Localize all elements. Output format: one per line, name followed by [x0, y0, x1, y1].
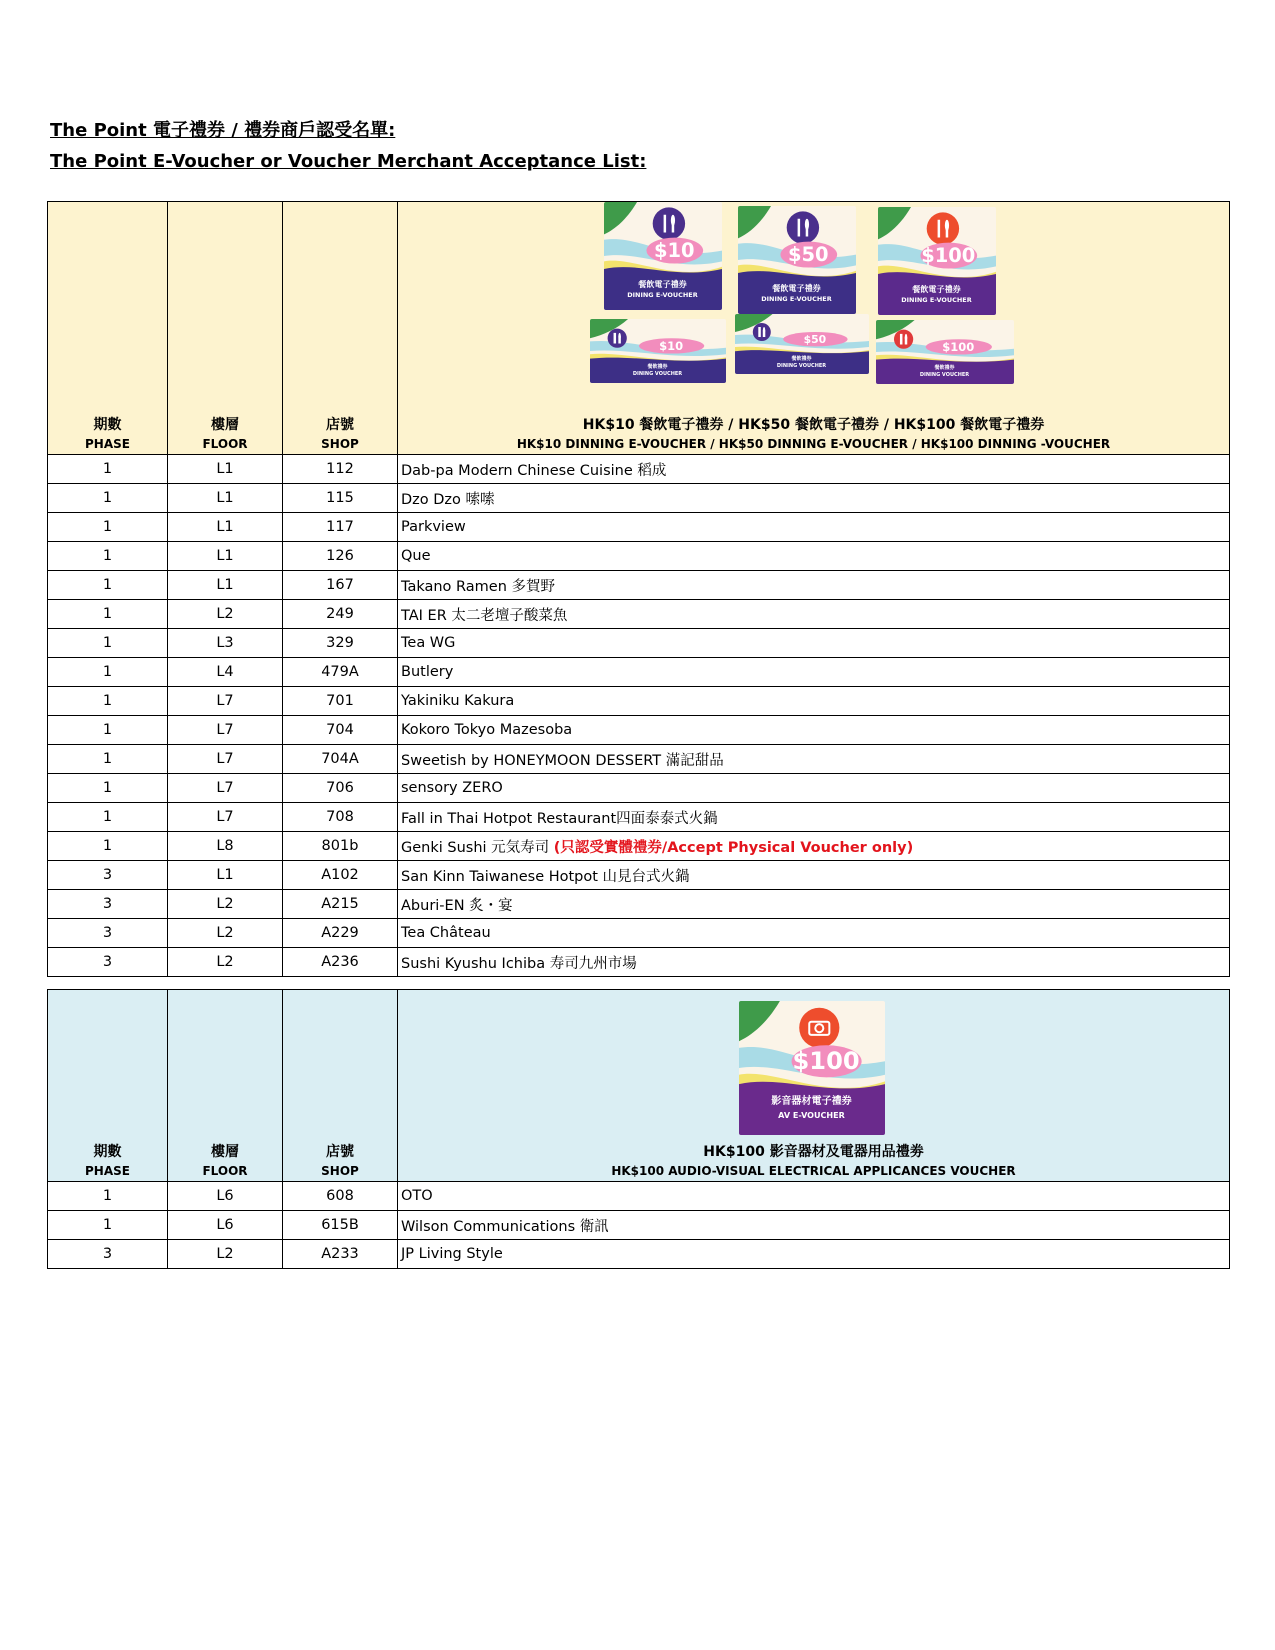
table-row: [48, 716, 1230, 745]
phase-cell: 1: [48, 1182, 168, 1211]
shop-cell: 249: [283, 600, 398, 629]
table-row: [48, 832, 1230, 861]
shop-cell: A233: [283, 1240, 398, 1269]
floor-cell: L1: [168, 571, 283, 600]
table-row: [48, 774, 1230, 803]
fork-knife-icon: [652, 207, 684, 239]
floor-cell: L1: [168, 861, 283, 890]
merchant-name: Dab-pa Modern Chinese Cuisine 稻成: [401, 462, 667, 479]
shop-cell: 117: [283, 513, 398, 542]
floor-cell: L2: [168, 948, 283, 977]
merchant-cell: [398, 600, 1230, 629]
merchant-name: Sushi Kyushu Ichiba 寿司九州市場: [401, 955, 637, 972]
merchant-cell: [398, 948, 1230, 977]
shop-cell: 329: [283, 629, 398, 658]
table-row: [48, 745, 1230, 774]
merchant-cell: [398, 513, 1230, 542]
floor-cell: L2: [168, 1240, 283, 1269]
voucher-card: [878, 207, 996, 315]
shop-cell: 706: [283, 774, 398, 803]
merchant-name: Yakiniku Kakura: [401, 693, 515, 709]
title-chinese: The Point 電子禮券 / 禮券商戶認受名單:: [50, 120, 396, 141]
floor-cell: L2: [168, 890, 283, 919]
shop-cell: 704: [283, 716, 398, 745]
merchant-name: Tea WG: [401, 635, 456, 651]
floor-cell: L7: [168, 774, 283, 803]
phase-cell: 1: [48, 1211, 168, 1240]
table-row: [48, 1182, 1230, 1211]
voucher-card: [876, 320, 1014, 384]
dining-header-en: HK$10 DINNING E-VOUCHER / HK$50 DINNING E-VOUCHER / HK$100 DINNING -VOUCHER: [516, 437, 1111, 451]
voucher-label-en: DINING VOUCHER: [776, 362, 827, 369]
shop-cell: A215: [283, 890, 398, 919]
merchant-cell: [398, 571, 1230, 600]
merchant-name: JP Living Style: [401, 1246, 503, 1262]
phase-cell: 1: [48, 600, 168, 629]
merchant-name: Aburi-EN 炙・宴: [401, 897, 513, 914]
floor-cell: L1: [168, 513, 283, 542]
table-row: [48, 513, 1230, 542]
voucher-amount: $10: [659, 338, 684, 353]
shop-cell: 479A: [283, 658, 398, 687]
phase-cell: 1: [48, 832, 168, 861]
table-row: [48, 687, 1230, 716]
merchant-cell: [398, 484, 1230, 513]
phase-cell: 1: [48, 658, 168, 687]
shop-cell: 115: [283, 484, 398, 513]
merchant-cell: [398, 803, 1230, 832]
shop-cell: A229: [283, 919, 398, 948]
voucher-amount: $100: [921, 243, 976, 267]
table-row: [48, 1211, 1230, 1240]
phase-cell: 1: [48, 774, 168, 803]
floor-cell: L7: [168, 687, 283, 716]
merchant-cell: [398, 658, 1230, 687]
floor-cell: L1: [168, 484, 283, 513]
shop-cell: 615B: [283, 1211, 398, 1240]
floor-header: 樓層 FLOOR: [168, 202, 283, 455]
merchant-cell: [398, 629, 1230, 658]
shop-cell: 126: [283, 542, 398, 571]
merchant-name: San Kinn Taiwanese Hotpot 山見台式火鍋: [401, 868, 690, 885]
physical-voucher-note: (只認受實體禮券/Accept Physical Voucher only): [553, 839, 914, 856]
voucher-amount: $10: [653, 238, 695, 262]
voucher-amount: $50: [787, 242, 829, 266]
voucher-label-zh: 餐飲電子禮券: [638, 278, 687, 289]
merchant-cell: [398, 890, 1230, 919]
av-header-zh: HK$100 影音器材及電器用品禮劵: [703, 1144, 924, 1160]
merchant-name: Kokoro Tokyo Mazesoba: [401, 722, 573, 738]
merchant-cell: [398, 687, 1230, 716]
fork-knife-icon: [926, 212, 958, 244]
merchant-name: Dzo Dzo 嗦嗦: [401, 491, 495, 508]
dining-header-row: [48, 202, 1230, 455]
voucher-label-en: DINING E-VOUCHER: [627, 290, 698, 299]
phase-cell: 1: [48, 571, 168, 600]
table-row: [48, 1240, 1230, 1269]
phase-cell: 3: [48, 1240, 168, 1269]
shop-cell: 704A: [283, 745, 398, 774]
phase-cell: 3: [48, 948, 168, 977]
av-voucher-image: [739, 1001, 889, 1137]
av-voucher-table: [47, 989, 1230, 1269]
voucher-label-zh: 餐飲電子禮券: [912, 283, 961, 294]
merchant-cell: [398, 1240, 1230, 1269]
dining-voucher-images: [594, 202, 1034, 392]
phase-cell: 1: [48, 716, 168, 745]
table-row: [48, 542, 1230, 571]
table-row: [48, 484, 1230, 513]
voucher-card: [739, 1001, 885, 1135]
shop-cell: 112: [283, 455, 398, 484]
floor-header: 樓層 FLOOR: [168, 990, 283, 1182]
voucher-label-en: DINING E-VOUCHER: [901, 295, 972, 304]
voucher-amount: $50: [803, 332, 827, 346]
merchant-name: Tea Château: [401, 925, 491, 941]
table-row: [48, 861, 1230, 890]
floor-cell: L4: [168, 658, 283, 687]
table-row: [48, 571, 1230, 600]
merchant-name: Genki Sushi 元気寿司: [401, 839, 554, 856]
voucher-card: [590, 319, 726, 383]
floor-cell: L6: [168, 1211, 283, 1240]
voucher-card: [735, 314, 869, 374]
voucher-label-zh: 餐飲電子禮券: [772, 282, 821, 293]
phase-header: 期數 PHASE: [48, 202, 168, 455]
phase-cell: 1: [48, 629, 168, 658]
merchant-name: TAI ER 太二老壇子酸菜魚: [401, 607, 568, 624]
merchant-cell: [398, 832, 1230, 861]
floor-cell: L6: [168, 1182, 283, 1211]
merchant-cell: [398, 919, 1230, 948]
merchant-name: Parkview: [401, 519, 466, 535]
voucher-type-header: [398, 202, 1230, 455]
floor-cell: L2: [168, 919, 283, 948]
phase-cell: 3: [48, 861, 168, 890]
phase-cell: 1: [48, 542, 168, 571]
dining-voucher-table: [47, 201, 1230, 977]
fork-knife-icon: [607, 329, 626, 348]
floor-cell: L2: [168, 600, 283, 629]
floor-cell: L1: [168, 455, 283, 484]
camera-icon: [799, 1008, 839, 1048]
voucher-amount: $100: [792, 1046, 860, 1075]
voucher-label-zh: 餐飲禮券: [791, 356, 812, 363]
phase-cell: 1: [48, 687, 168, 716]
phase-cell: 1: [48, 484, 168, 513]
av-header-row: [48, 990, 1230, 1182]
phase-cell: 1: [48, 513, 168, 542]
phase-cell: 3: [48, 890, 168, 919]
merchant-name: Takano Ramen 多賀野: [401, 578, 556, 595]
table-row: [48, 600, 1230, 629]
phase-cell: 3: [48, 919, 168, 948]
av-header-en: HK$100 AUDIO-VISUAL ELECTRICAL APPLICANCES VOUCHER: [611, 1164, 1016, 1178]
shop-header: 店號 SHOP: [283, 202, 398, 455]
voucher-card: [604, 202, 722, 310]
shop-cell: A102: [283, 861, 398, 890]
floor-cell: L7: [168, 803, 283, 832]
floor-cell: L7: [168, 716, 283, 745]
table-row: [48, 948, 1230, 977]
merchant-name: Fall in Thai Hotpot Restaurant四面泰泰式火鍋: [401, 810, 718, 827]
fork-knife-icon: [752, 323, 770, 341]
shop-cell: A236: [283, 948, 398, 977]
table-row: [48, 890, 1230, 919]
merchant-name: Butlery: [401, 664, 454, 680]
voucher-card: [738, 206, 856, 314]
merchant-cell: [398, 455, 1230, 484]
floor-cell: L7: [168, 745, 283, 774]
shop-cell: 167: [283, 571, 398, 600]
table-row: [48, 919, 1230, 948]
voucher-label-zh: 餐飲禮券: [647, 364, 668, 371]
phase-cell: 1: [48, 803, 168, 832]
voucher-type-header: [398, 990, 1230, 1182]
merchant-name: Que: [401, 548, 431, 564]
shop-cell: 708: [283, 803, 398, 832]
voucher-label-en: DINING VOUCHER: [919, 372, 970, 379]
voucher-amount: $100: [942, 339, 975, 354]
merchant-cell: [398, 861, 1230, 890]
merchant-cell: [398, 774, 1230, 803]
phase-cell: 1: [48, 455, 168, 484]
shop-header: 店號 SHOP: [283, 990, 398, 1182]
floor-cell: L3: [168, 629, 283, 658]
fork-knife-icon: [894, 330, 913, 349]
shop-cell: 801b: [283, 832, 398, 861]
merchant-cell: [398, 1211, 1230, 1240]
merchant-cell: [398, 542, 1230, 571]
merchant-cell: [398, 1182, 1230, 1211]
table-row: [48, 455, 1230, 484]
voucher-label-zh: 餐飲禮券: [934, 365, 955, 372]
table-row: [48, 658, 1230, 687]
phase-cell: 1: [48, 745, 168, 774]
floor-cell: L8: [168, 832, 283, 861]
shop-cell: 701: [283, 687, 398, 716]
phase-header: 期數 PHASE: [48, 990, 168, 1182]
voucher-label-en: AV E-VOUCHER: [778, 1111, 845, 1121]
fork-knife-icon: [786, 211, 818, 243]
merchant-name: sensory ZERO: [401, 780, 503, 796]
merchant-cell: [398, 745, 1230, 774]
voucher-label-zh: 影音器材電子禮券: [771, 1096, 852, 1108]
voucher-label-en: DINING E-VOUCHER: [761, 294, 832, 303]
title-english: The Point E-Voucher or Voucher Merchant Acceptance List:: [50, 151, 647, 172]
dining-header-zh: HK$10 餐飲電子禮券 / HK$50 餐飲電子禮券 / HK$100 餐飲電子禮券: [582, 417, 1045, 433]
floor-cell: L1: [168, 542, 283, 571]
table-row: [48, 803, 1230, 832]
table-row: [48, 629, 1230, 658]
voucher-label-en: DINING VOUCHER: [632, 371, 683, 378]
shop-cell: 608: [283, 1182, 398, 1211]
merchant-name: OTO: [401, 1188, 433, 1204]
merchant-name: Sweetish by HONEYMOON DESSERT 滿記甜品: [401, 752, 724, 769]
merchant-cell: [398, 716, 1230, 745]
merchant-name: Wilson Communications 衛訊: [401, 1218, 609, 1235]
